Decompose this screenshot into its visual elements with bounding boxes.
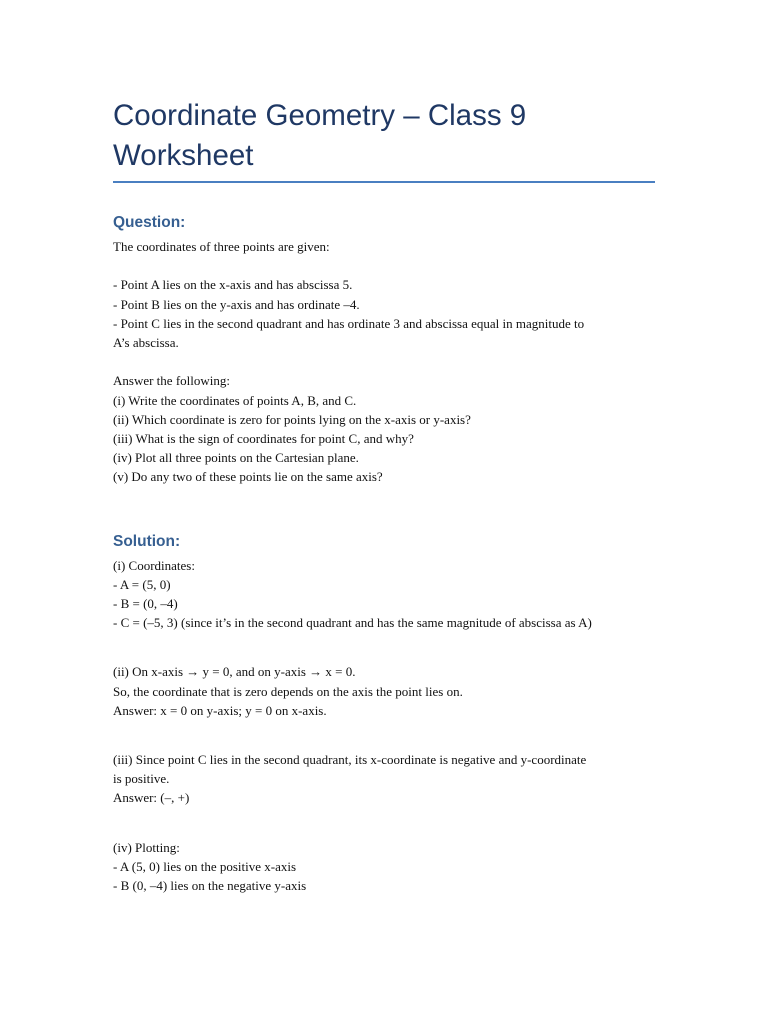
question-intro: The coordinates of three points are given: <box>113 239 330 254</box>
question-point-a: - Point A lies on the x-axis and has abscissa 5. <box>113 277 353 293</box>
spacer <box>113 720 658 750</box>
title-line-2: Worksheet <box>113 139 254 172</box>
title-line-1: Coordinate Geometry – Class 9 <box>113 99 527 132</box>
question-item-4: (iv) Plot all three points on the Cartesian plane. <box>113 450 359 466</box>
worksheet-page <box>113 96 658 895</box>
spacer <box>113 256 658 275</box>
solution-part3-line: (iii) Since point C lies in the second quadrant, its x-coordinate is negative and y-coordinate <box>113 752 587 768</box>
question-item-2: (ii) Which coordinate is zero for points lying on the x-axis or y-axis? <box>113 411 471 427</box>
solution-part3-line: is positive. <box>113 771 170 787</box>
solution-part2-line: (ii) On x-axis → y = 0, and on y-axis → x = 0. <box>113 664 356 680</box>
question-point-c: - Point C lies in the second quadrant and has ordinate 3 and abscissa equal in magnitude to <box>113 315 585 331</box>
spacer <box>113 632 658 662</box>
question-point-c-cont: A’s abscissa. <box>113 335 179 350</box>
question-point-b: - Point B lies on the y-axis and has ordinate –4. <box>113 296 360 312</box>
solution-part1-line: - A = (5, 0) <box>113 576 171 592</box>
page-title <box>113 96 658 176</box>
question-heading: Question: <box>113 214 186 231</box>
title-divider <box>113 181 655 183</box>
solution-part1-line: - B = (0, –4) <box>113 596 178 612</box>
solution-part4-line: (iv) Plotting: <box>113 839 180 855</box>
solution-part4-line: - A (5, 0) lies on the positive x-axis <box>113 858 297 874</box>
solution-part4-line: - B (0, –4) lies on the negative y-axis <box>113 878 307 894</box>
question-item-1: (i) Write the coordinates of points A, B, and C. <box>113 392 357 408</box>
solution-part2-line: Answer: x = 0 on y-axis; y = 0 on x-axis. <box>113 702 327 718</box>
question-item-5: (v) Do any two of these points lie on the same axis? <box>113 469 383 485</box>
solution-part3-line: Answer: (–, +) <box>113 790 190 806</box>
solution-part1-line: (i) Coordinates: <box>113 557 195 573</box>
solution-part2-line: So, the coordinate that is zero depends on the axis the point lies on. <box>113 683 463 699</box>
solution-heading: Solution: <box>113 532 181 550</box>
solution-part1-line: - C = (–5, 3) (since it’s in the second quadrant and has the same magnitude of abscissa as A) <box>113 615 592 631</box>
spacer <box>113 352 658 371</box>
answer-intro: Answer the following: <box>113 373 230 389</box>
question-item-3: (iii) What is the sign of coordinates for point C, and why? <box>113 431 414 446</box>
spacer <box>113 808 658 838</box>
